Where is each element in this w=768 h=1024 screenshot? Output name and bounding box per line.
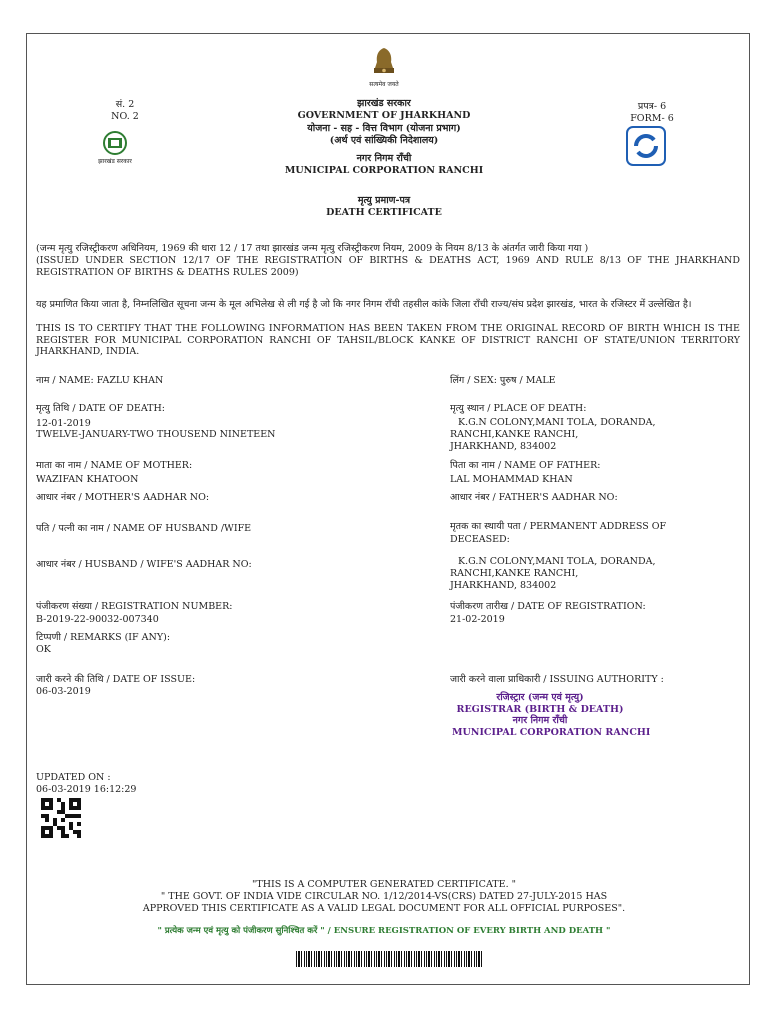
authority-hi-1: रजिस्ट्रार (जन्म एवं मृत्यु)	[496, 692, 584, 703]
remarks-value: OK	[36, 644, 51, 655]
barcode	[296, 951, 484, 967]
registration-date-label: पंजीकरण तारीख / DATE OF REGISTRATION:	[450, 601, 646, 612]
updated-on-value: 06-03-2019 16:12:29	[36, 784, 137, 795]
form-label-en: FORM- 6	[630, 113, 674, 124]
certificate-title-en: DEATH CERTIFICATE	[326, 207, 442, 218]
deceased-name: नाम / NAME: FAZLU KHAN	[36, 375, 164, 386]
permanent-address-label-2: DECEASED:	[450, 534, 510, 545]
emblem-caption: सत्यमेव जयते	[369, 81, 399, 88]
government-en: GOVERNMENT OF JHARKHAND	[297, 110, 471, 121]
permanent-address-line-3: JHARKHAND, 834002	[450, 580, 557, 591]
issue-date-value: 06-03-2019	[36, 686, 91, 697]
spouse-name-label: पति / पत्नी का नाम / NAME OF HUSBAND /WIFE	[36, 523, 252, 534]
registration-slogan: " प्रत्येक जन्म एवं मृत्यु को पंजीकरण सुनिश्चित करें " / ENSURE REGISTRATION OF EVERY BIRTH AND DEATH "	[157, 926, 611, 936]
footer-note-3: APPROVED THIS CERTIFICATE AS A VALID LEGAL DOCUMENT FOR ALL OFFICIAL PURPOSES".	[142, 903, 626, 914]
authority-en-2: MUNICIPAL CORPORATION RANCHI	[452, 727, 651, 738]
corporation-en: MUNICIPAL CORPORATION RANCHI	[284, 165, 484, 176]
issue-date-label: जारी करने की तिथि / DATE OF ISSUE:	[36, 674, 196, 685]
authority-en-1: REGISTRAR (BIRTH & DEATH)	[456, 704, 624, 715]
national-emblem-icon	[368, 46, 400, 82]
place-of-death-line-2: RANCHI,KANKE RANCHI,	[450, 429, 579, 440]
issued-under-hi: (जन्म मृत्यु रजिस्ट्रीकरण अधिनियम, 1969 की धारा 12 / 17 तथा झारखंड जन्म मृत्यु रजिस्ट्रीकरण नियम, 2009 के नियम 8/13 के अंतर्गत जारी किया गया )	[36, 243, 589, 254]
form-label-hi: प्रपत्र- 6	[637, 101, 667, 112]
department-hi-1: योजना - सह - वित्त विभाग (योजना प्रभाग)	[307, 123, 461, 134]
crs-logo-icon	[626, 126, 666, 166]
permanent-address-line-2: RANCHI,KANKE RANCHI,	[450, 568, 579, 579]
corporation-hi: नगर निगम राँची	[356, 153, 412, 164]
registration-date-value: 21-02-2019	[450, 614, 505, 625]
mother-aadhar-label: आधार नंबर / MOTHER'S AADHAR NO:	[36, 492, 210, 503]
place-of-death-label: मृत्यु स्थान / PLACE OF DEATH:	[450, 403, 587, 414]
qr-code	[41, 798, 81, 838]
father-name-label: पिता का नाम / NAME OF FATHER:	[450, 460, 601, 471]
deceased-sex: लिंग / SEX: पुरुष / MALE	[450, 375, 556, 386]
place-of-death-line-1: K.G.N COLONY,MANI TOLA, DORANDA,	[458, 417, 656, 428]
issuing-authority-label: जारी करने वाला प्राधिकारी / ISSUING AUTHORITY :	[450, 674, 664, 685]
updated-on-label: UPDATED ON :	[36, 772, 111, 783]
date-of-death-label: मृत्यु तिथि / DATE OF DEATH:	[36, 403, 165, 414]
registration-number-label: पंजीकरण संख्या / REGISTRATION NUMBER:	[36, 601, 233, 612]
department-hi-2: (अर्थ एवं सांख्यिकी निदेशालय)	[329, 135, 439, 146]
footer-note-1: "THIS IS A COMPUTER GENERATED CERTIFICATE. "	[252, 879, 516, 890]
certify-en: THIS IS TO CERTIFY THAT THE FOLLOWING INFORMATION HAS BEEN TAKEN FROM THE ORIGINAL RECORD OF BIRTH WHICH IS THE REGISTER FOR MUNICIPAL CORPORATION RANCHI OF TAHSIL/BLOCK KANKE OF DISTRICT RANCHI OF STATE/UNION TERRITORY JHARKHAND, INDIA.	[36, 323, 740, 357]
authority-hi-2: नगर निगम राँची	[512, 715, 568, 726]
certificate-title-hi: मृत्यु प्रमाण-पत्र	[357, 195, 411, 206]
issued-under-en: (ISSUED UNDER SECTION 12/17 OF THE REGISTRATION OF BIRTHS & DEATHS ACT, 1969 AND RULE 8/13 OF THE JHARKHAND REGISTRATION OF BIRTHS & DEATHS RULES 2009)	[36, 255, 740, 278]
permanent-address-line-1: K.G.N COLONY,MANI TOLA, DORANDA,	[458, 556, 656, 567]
mother-name-value: WAZIFAN KHATOON	[36, 474, 139, 485]
mother-name-label: माता का नाम / NAME OF MOTHER:	[36, 460, 193, 471]
date-of-death-words: TWELVE-JANUARY-TWO THOUSEND NINETEEN	[36, 429, 276, 440]
permanent-address-label: मृतक का स्थायी पता / PERMANENT ADDRESS OF	[450, 521, 667, 532]
form-number-hi: सं. 2	[115, 99, 135, 110]
place-of-death-line-3: JHARKHAND, 834002	[450, 441, 557, 452]
certify-hi: यह प्रमाणित किया जाता है, निम्नलिखित सूचना जन्म के मूल अभिलेख से ली गई है जो कि नगर निगम राँची तहसील कांके जिला राँची राज्य/संघ प्रदेश झारखंड, भारत के रजिस्टर में उल्लेखित है।	[36, 299, 692, 310]
form-number-en: NO. 2	[111, 111, 139, 122]
father-name-value: LAL MOHAMMAD KHAN	[450, 474, 573, 485]
father-aadhar-label: आधार नंबर / FATHER'S AADHAR NO:	[450, 492, 618, 503]
footer-note-2: " THE GOVT. OF INDIA VIDE CIRCULAR NO. 1/12/2014-VS(CRS) DATED 27-JULY-2015 HAS	[160, 891, 608, 902]
registration-number-value: B-2019-22-90032-007340	[36, 614, 159, 625]
remarks-label: टिप्पणी / REMARKS (IF ANY):	[36, 632, 171, 643]
jharkhand-logo-icon	[98, 130, 132, 156]
date-of-death-value: 12-01-2019	[36, 418, 91, 429]
spouse-aadhar-label: आधार नंबर / HUSBAND / WIFE'S AADHAR NO:	[36, 559, 252, 570]
logo-caption: झारखंड सरकार	[98, 158, 132, 165]
government-hi: झारखंड सरकार	[357, 98, 411, 109]
